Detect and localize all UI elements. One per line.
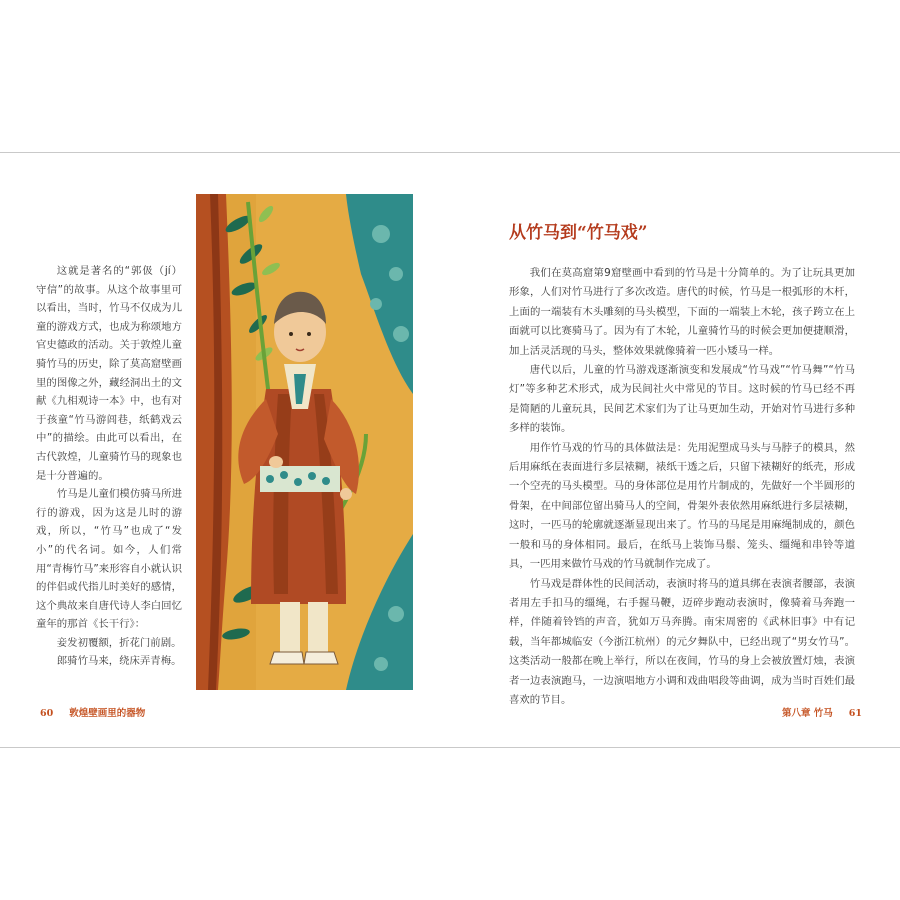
poem-line-1: 妾发初覆额，折花门前剧。 bbox=[56, 636, 182, 649]
poem-line-2: 郎骑竹马来，绕床弄青梅。 bbox=[56, 655, 182, 668]
right-paragraph-1: 我们在莫高窟第9窟壁画中看到的竹马是十分简单的。为了让玩具更加形象，人们对竹马进行了多次改造。唐代的时候，竹马是一根弧形的木杆，上面的一端装有木头雕刻的马头模型，下面的一端装上木轮，孩子跨立在上面就可以比赛骑马了。因为有了木轮，儿童骑竹马的时候会更加便捷顺滑，加上活灵活现的马头，整体效果就像骑着一匹小矮马一样。 bbox=[509, 267, 855, 357]
right-page-footer bbox=[782, 705, 862, 719]
left-paragraph-1: 这就是著名的“郭伋（jí）守信”的故事。从这个故事里可以看出，当时，竹马不仅成为儿童的游戏方式，也成为称颂地方官史德政的活动。关于敦煌儿童骑竹马的历史，除了莫高窟壁画里的图像之外，藏经洞出土的文献《九相观诗一本》中，也有对于孩童“竹马游闾巷，纸鹤戏云中”的描绘。由此可以看出，在古代敦煌，儿童骑竹马的现象也是十分普遍的。 bbox=[36, 265, 182, 482]
left-page-number: 60 bbox=[40, 708, 54, 719]
left-paragraph-2: 竹马是儿童们模仿骑马所进行的游戏，因为这是儿时的游戏，所以，“竹马”也成了“发小”的代名词。如今，人们常用“青梅竹马”来形容自小就认识的伴侣或代指儿时美好的感情，这个典故来自唐代诗人李白回忆童年的那首《长干行》： bbox=[36, 488, 182, 631]
right-paragraph-3: 用作竹马戏的竹马的具体做法是：先用泥塑成马头与马脖子的模具，然后用麻纸在表面进行多层裱糊，裱纸干透之后，只留下裱糊好的纸壳，形成一个空壳的马头模型。马的身体部位是用竹片制成的，先做好一个半圆形的骨架，在中间部位留出骑马人的空间，骨架外表依然用麻纸进行多层裱糊，这时，一匹马的轮廓就逐渐显现出来了。竹马的马尾是用麻绳制成的，颜色一般和马的身体相同。最后，在纸马上装饰马鬃、笼头、缰绳和串铃等道具，一匹用来做竹马戏的竹马就制作完成了。 bbox=[509, 441, 855, 571]
section-heading: 从竹马到“竹马戏” bbox=[509, 223, 648, 243]
right-paragraph-2: 唐代以后，儿童的竹马游戏逐渐演变和发展成“竹马戏”“竹马舞”“竹马灯”等多种艺术形式，成为民间社火中常见的节目。这时候的竹马已经不再是简陋的儿童玩具，民间艺术家们为了让马更加生动，开始对竹马进行多种多样的装饰。 bbox=[509, 364, 855, 435]
bottom-rule bbox=[0, 747, 900, 748]
left-text-column bbox=[36, 262, 182, 671]
top-rule bbox=[0, 152, 900, 153]
chapter-title: 第八章 竹马 bbox=[781, 708, 833, 719]
right-paragraph-4: 竹马戏是群体性的民间活动，表演时将马的道具绑在表演者腰部，表演者用左手扣马的缰绳，右手握马鞭，迈碎步跑动表演时，像骑着马奔跑一样，伴随着铃铛的声音，犹如万马奔腾。南宋周密的《武林旧事》中有记载，当年都城临安（今浙江杭州）的元夕舞队中，已经出现了“男女竹马”。这类活动一般都在晚上举行，所以在夜间，竹马的身上会被放置灯烛，表演者一边表演跑马，一边演唱地方小调和戏曲唱段等曲调，成为当时百姓们最喜欢的节目。 bbox=[509, 577, 855, 706]
right-text-column bbox=[509, 264, 855, 710]
right-page-number: 61 bbox=[848, 708, 862, 719]
left-page-footer bbox=[40, 705, 145, 719]
illustration-boy-with-bamboo-horse bbox=[196, 194, 413, 690]
book-title: 敦煌壁画里的器物 bbox=[69, 708, 146, 719]
